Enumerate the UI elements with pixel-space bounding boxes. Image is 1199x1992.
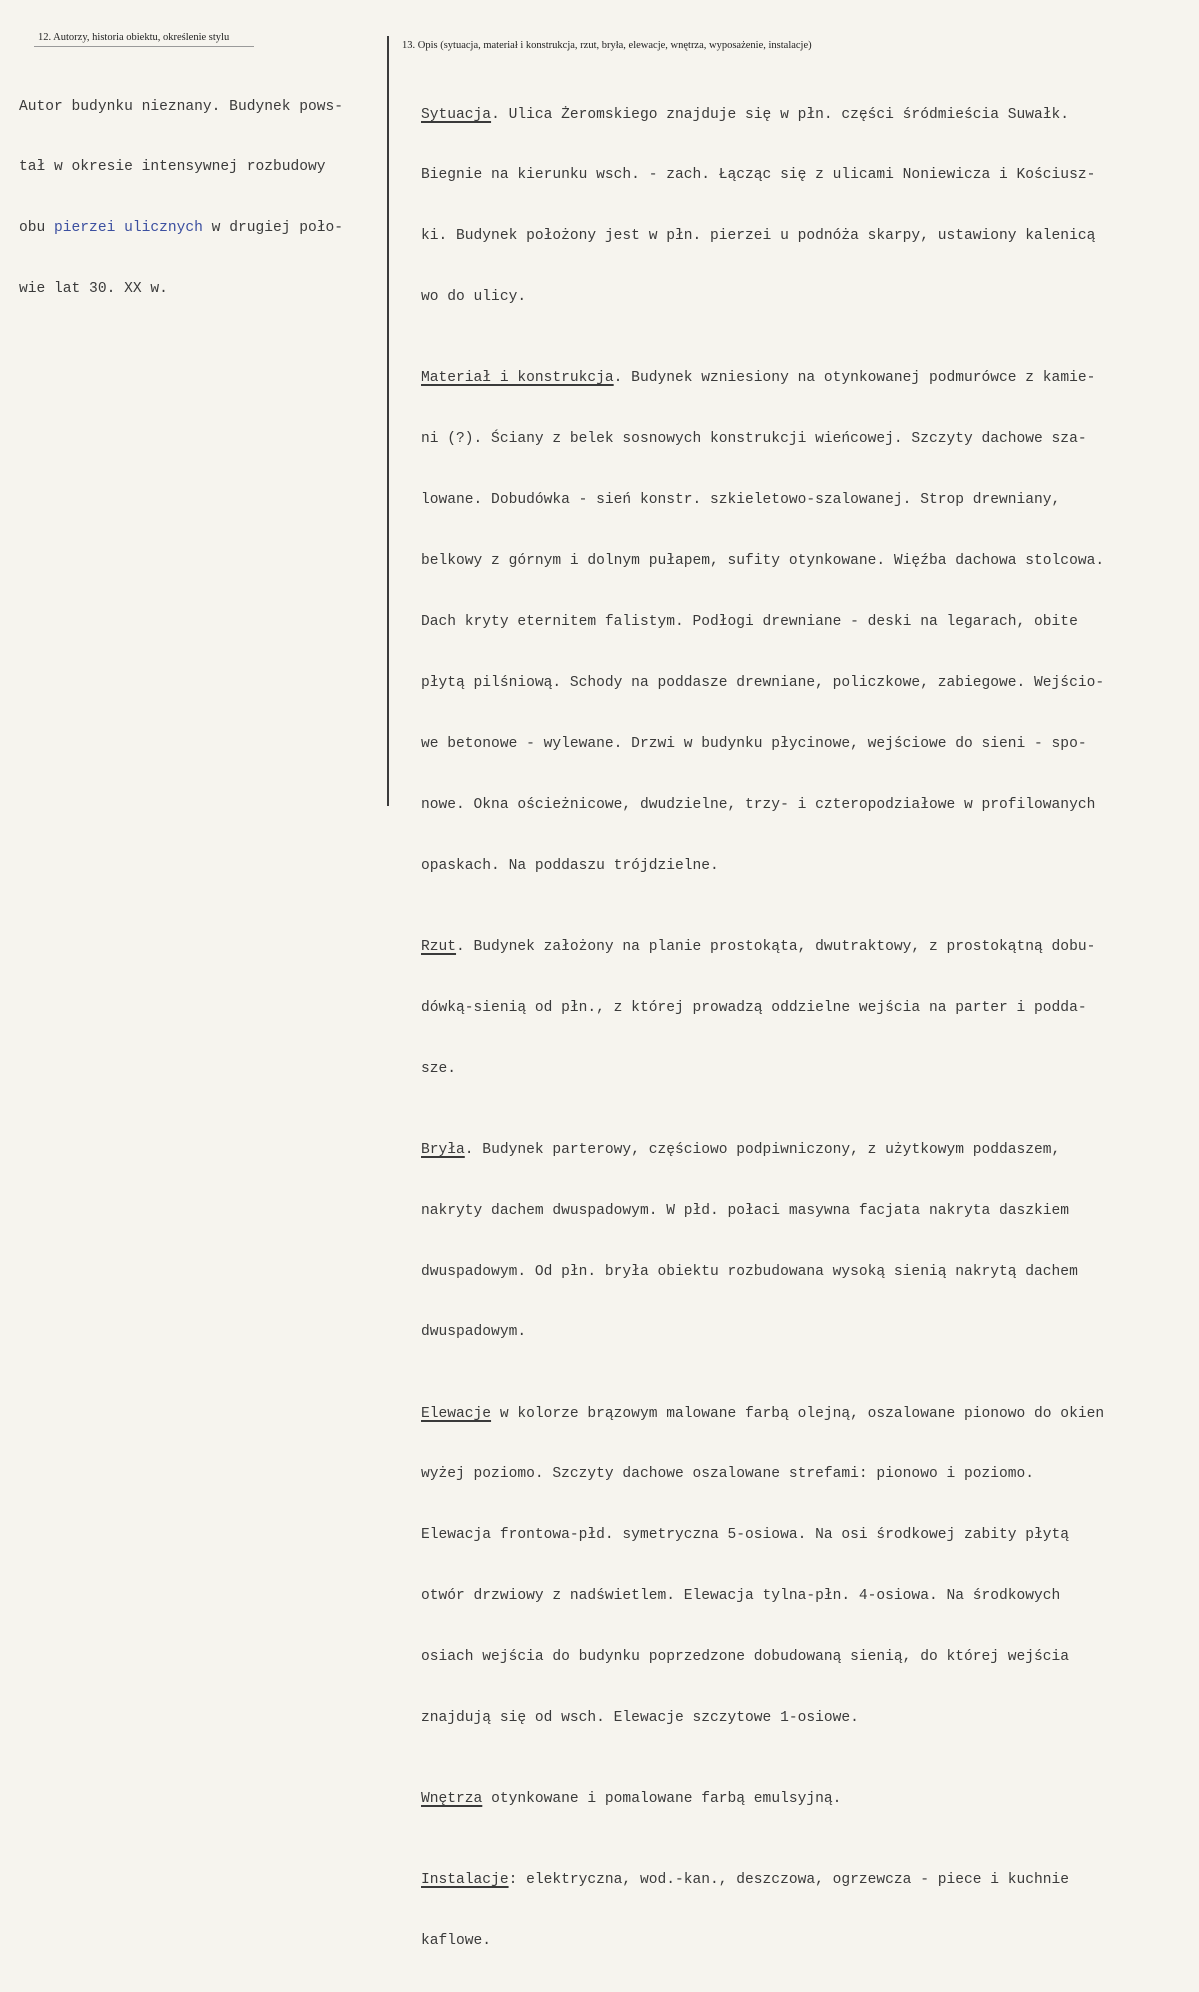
sytuacja-heading: Sytuacja (421, 106, 492, 123)
text-line: lowane. Dobudówka - sień konstr. szkieletowo-szalowanej. Strop drewniany, (421, 492, 1061, 509)
text-line: sze. (421, 1060, 457, 1077)
pen-correction: pierzei ulicznych (54, 220, 203, 237)
heading-underline (34, 46, 254, 47)
wnetrza-heading: Wnętrza (421, 1791, 483, 1808)
instalacje-heading: Instalacje (421, 1872, 509, 1889)
text-line: obu pierzei ulicznych w drugiej poło- (19, 220, 344, 237)
text-line: kaflowe. (421, 1933, 492, 1950)
text-line: Dach kryty eternitem falistym. Podłogi drewniane - deski na legarach, obite (421, 614, 1078, 631)
column-divider (387, 36, 389, 806)
material-heading: Materiał i konstrukcja (421, 370, 614, 387)
text-line: Wnętrza otynkowane i pomalowane farbą emulsyjną. (421, 1791, 842, 1808)
elewacje-heading: Elewacje (421, 1405, 492, 1422)
text-line: Bryła. Budynek parterowy, częściowo podpiwniczony, z użytkowym poddaszem, (421, 1141, 1061, 1158)
text-line: wo do ulicy. (421, 289, 527, 306)
text-line: znajdują się od wsch. Elewacje szczytowe 1-osiowe. (421, 1710, 859, 1727)
text-line: Autor budynku nieznany. Budynek pows- (19, 98, 344, 115)
description-text (421, 64, 1104, 1992)
text-line: dówką-sienią od płn., z której prowadzą oddzielne wejścia na parter i podda- (421, 999, 1087, 1016)
text-line: tał w okresie intensywnej rozbudowy (19, 159, 326, 176)
authors-history-text (19, 56, 343, 340)
text-line: otwór drzwiowy z nadświetlem. Elewacja tylna-płn. 4-osiowa. Na środkowych (421, 1588, 1061, 1605)
bryla-heading: Bryła (421, 1141, 465, 1158)
text-line: ki. Budynek położony jest w płn. pierzei u podnóża skarpy, ustawiony kalenicą (421, 228, 1096, 245)
text-line: płytą pilśniową. Schody na poddasze drewniane, policzkowe, zabiegowe. Wejścio- (421, 674, 1105, 691)
text-line: osiach wejścia do budynku poprzedzone dobudowaną sienią, do której wejścia (421, 1649, 1070, 1666)
text-line: Biegnie na kierunku wsch. - zach. Łącząc się z ulicami Noniewicza i Kościusz- (421, 167, 1096, 184)
text-line: ni (?). Ściany z belek sosnowych konstrukcji wieńcowej. Szczyty dachowe sza- (421, 431, 1087, 448)
text-line: wie lat 30. XX w. (19, 281, 168, 298)
section-13-heading: 13. Opis (sytuacja, materiał i konstrukcja, rzut, bryła, elewacje, wnętrza, wyposażenie, instalacje) (402, 40, 812, 51)
text-line: Elewacje w kolorze brązowym malowane farbą olejną, oszalowane pionowo do okien (421, 1405, 1105, 1422)
section-12-heading: 12. Autorzy, historia obiektu, określenie stylu (38, 32, 230, 43)
text-line: wyżej poziomo. Szczyty dachowe oszalowane strefami: pionowo i poziomo. (421, 1466, 1035, 1483)
text-line: Rzut. Budynek założony na planie prostokąta, dwutraktowy, z prostokątną dobu- (421, 938, 1096, 955)
text-line: dwuspadowym. (421, 1324, 527, 1341)
text-line: belkowy z górnym i dolnym pułapem, sufity otynkowane. Więźba dachowa stolcowa. (421, 553, 1105, 570)
text-line: Elewacja frontowa-płd. symetryczna 5-osiowa. Na osi środkowej zabity płytą (421, 1527, 1070, 1544)
text-line: Materiał i konstrukcja. Budynek wzniesiony na otynkowanej podmurówce z kamie- (421, 370, 1096, 387)
text-line: we betonowe - wylewane. Drzwi w budynku płycinowe, wejściowe do sieni - spo- (421, 735, 1087, 752)
text-line: opaskach. Na poddaszu trójdzielne. (421, 857, 719, 874)
text-line: dwuspadowym. Od płn. bryła obiektu rozbudowana wysoką sienią nakrytą dachem (421, 1263, 1078, 1280)
text-line: nowe. Okna ościeżnicowe, dwudzielne, trzy- i czteropodziałowe w profilowanych (421, 796, 1096, 813)
rzut-heading: Rzut (421, 938, 457, 955)
text-line: Sytuacja. Ulica Żeromskiego znajduje się w płn. części śródmieścia Suwałk. (421, 106, 1070, 123)
text-line: nakryty dachem dwuspadowym. W płd. połaci masywna facjata nakryta daszkiem (421, 1202, 1070, 1219)
text-line: Instalacje: elektryczna, wod.-kan., deszczowa, ogrzewcza - piece i kuchnie (421, 1872, 1070, 1889)
